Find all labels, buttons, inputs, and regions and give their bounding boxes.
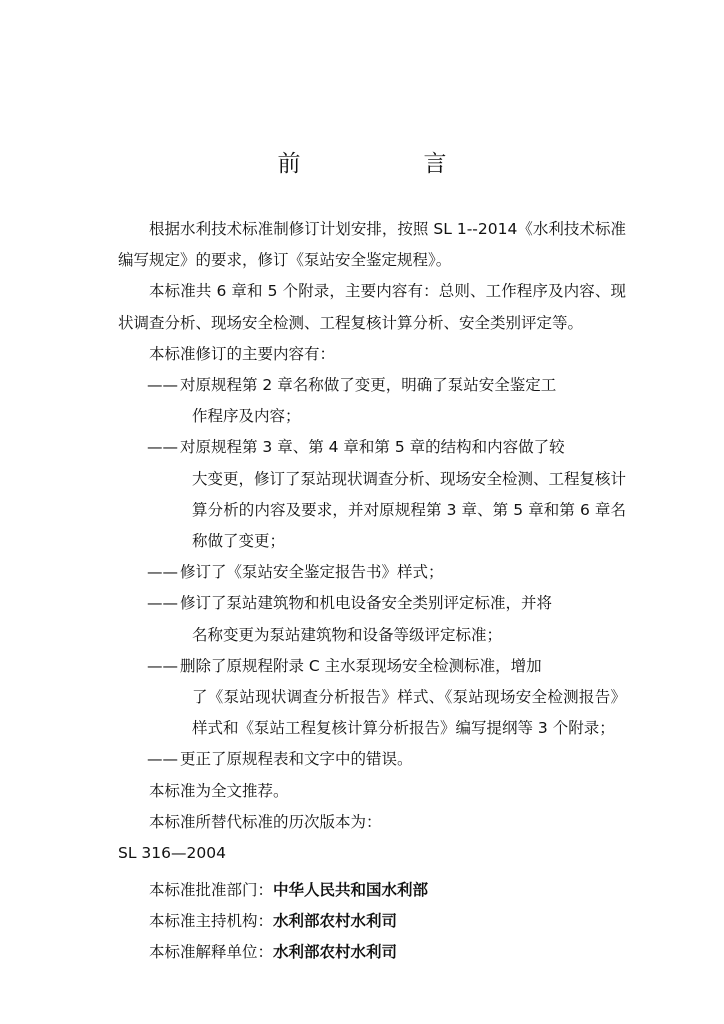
info-label: 本标准批准部门： <box>149 881 274 900</box>
page-title: 前 言 <box>277 151 497 177</box>
list-item-text: 更正了原规程表和文字中的错误。 <box>180 750 413 769</box>
paragraph: 本标准修订的主要内容有： <box>149 344 336 363</box>
list-item <box>118 432 626 557</box>
dash-marker: —— <box>147 563 178 582</box>
host-organization <box>118 906 626 937</box>
previous-version-code: SL 316—2004 <box>118 844 226 863</box>
list-item <box>118 651 626 745</box>
approval-department <box>118 875 626 906</box>
list-item-continuation: 作程序及内容； <box>192 407 301 426</box>
dash-marker: —— <box>147 438 178 457</box>
list-item <box>118 588 626 650</box>
list-item <box>118 557 626 588</box>
info-label: 本标准主持机构： <box>149 912 274 931</box>
info-value: 水利部农村水利司 <box>273 943 398 962</box>
list-item-text: 对原规程第 2 章名称做了变更，明确了泵站安全鉴定工 <box>180 376 557 395</box>
info-value: 中华人民共和国水利部 <box>273 881 429 900</box>
previous-versions-label: 本标准所替代标准的历次版本为： <box>149 812 382 831</box>
list-item <box>118 370 626 432</box>
dash-marker: —— <box>147 656 178 675</box>
list-item-continuation: 名称变更为泵站建筑物和设备等级评定标准； <box>192 625 503 644</box>
list-item-continuation: 大变更，修订了泵站现状调查分析、现场安全检测、工程复核计算分析的内容及要求，并对原规程第 3 章、第 5 章和第 6 章名称做了变更； <box>192 469 627 551</box>
paragraph: 本标准共 6 章和 5 个附录，主要内容有：总则、工作程序及内容、现状调查分析、现场安全检测、工程复核计算分析、安全类别评定等。 <box>118 282 626 332</box>
info-value: 水利部农村水利司 <box>273 912 398 931</box>
list-item-text: 对原规程第 3 章、第 4 章和第 5 章的结构和内容做了较 <box>180 438 565 457</box>
dash-marker: —— <box>147 594 178 613</box>
interpretation-unit <box>118 937 626 968</box>
list-item-text: 删除了原规程附录 C 主水泵现场安全检测标准，增加 <box>180 656 542 675</box>
list-item-continuation: 了《泵站现状调查分析报告》样式、《泵站现场安全检测报告》样式和《泵站工程复核计算分析报告》编写提纲等 3 个附录； <box>192 688 626 738</box>
list-item <box>118 744 626 775</box>
list-item-text: 修订了泵站建筑物和机电设备安全类别评定标准，并将 <box>180 594 553 613</box>
document-body <box>118 214 626 968</box>
dash-marker: —— <box>147 376 178 395</box>
recommendation-line: 本标准为全文推荐。 <box>149 781 289 800</box>
list-item-text: 修订了《泵站安全鉴定报告书》样式； <box>180 563 444 582</box>
dash-marker: —— <box>147 750 178 769</box>
paragraph: 根据水利技术标准制修订计划安排，按照 SL 1--2014《水利技术标准编写规定》的要求，修订《泵站安全鉴定规程》。 <box>118 220 626 270</box>
info-label: 本标准解释单位： <box>149 943 274 962</box>
